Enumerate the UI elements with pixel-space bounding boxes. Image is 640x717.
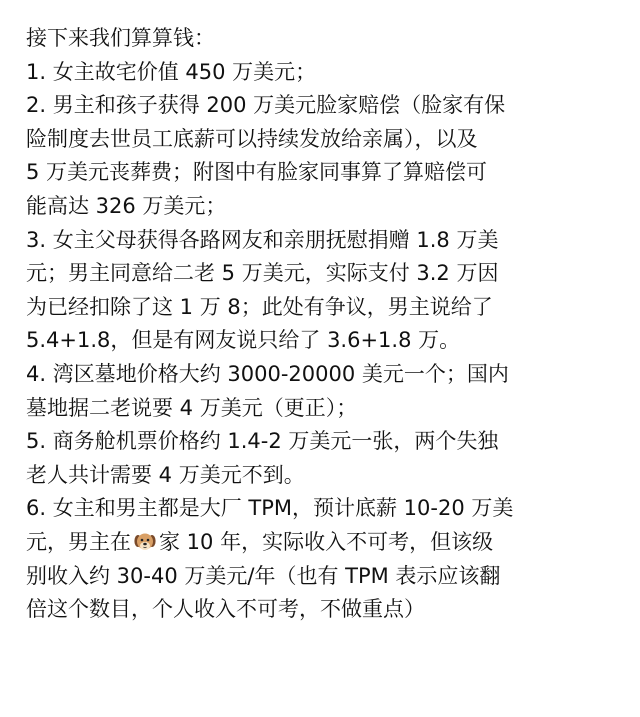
item-2-line-4: 能高达 326 万美元； [26, 193, 227, 218]
item-3-line-4: 5.4+1.8，但是有网友说只给了 3.6+1.8 万。 [26, 328, 461, 353]
item-6-line-4: 倍这个数目，个人收入不可考，不做重点） [26, 597, 425, 622]
intro-line: 接下来我们算算钱： [26, 26, 215, 50]
item-4-line-2: 墓地据二老说要 4 万美元（更正）； [26, 395, 358, 420]
item-6-line-3: 别收入约 30-40 万美元/年（也有 TPM 表示应该翻 [26, 563, 501, 588]
item-4-line-1: 4. 湾区墓地价格大约 3000-20000 美元一个；国内 [26, 361, 509, 386]
dog-emoji-icon [133, 529, 157, 553]
item-5-line-2: 老人共计需要 4 万美元不到。 [26, 462, 305, 487]
item-3-line-2: 元；男主同意给二老 5 万美元，实际支付 3.2 万因 [26, 261, 499, 286]
item-6-line-1: 6. 女主和男主都是大厂 TPM，预计底薪 10-20 万美 [26, 496, 514, 521]
item-5-line-1: 5. 商务舱机票价格约 1.4-2 万美元一张，两个失独 [26, 429, 499, 454]
item-3-line-1: 3. 女主父母获得各路网友和亲朋抚慰捐赠 1.8 万美 [26, 227, 499, 252]
item-6-line-2-before: 元，男主在 [26, 529, 131, 554]
item-6-line-2-after: 家 10 年，实际收入不可考，但该级 [159, 529, 494, 554]
item-2-line-3: 5 万美元丧葬费；附图中有脸家同事算了算赔偿可 [26, 160, 488, 185]
item-2-line-2: 险制度去世员工底薪可以持续发放给亲属），以及 [26, 126, 478, 151]
item-2-line-1: 2. 男主和孩子获得 200 万美元脸家赔偿（脸家有保 [26, 93, 506, 118]
item-1-line: 1. 女主故宅价值 450 万美元； [26, 59, 317, 84]
item-3-line-3: 为已经扣除了这 1 万 8；此处有争议，男主说给了 [26, 294, 493, 319]
item-6-line-2 [26, 526, 622, 560]
